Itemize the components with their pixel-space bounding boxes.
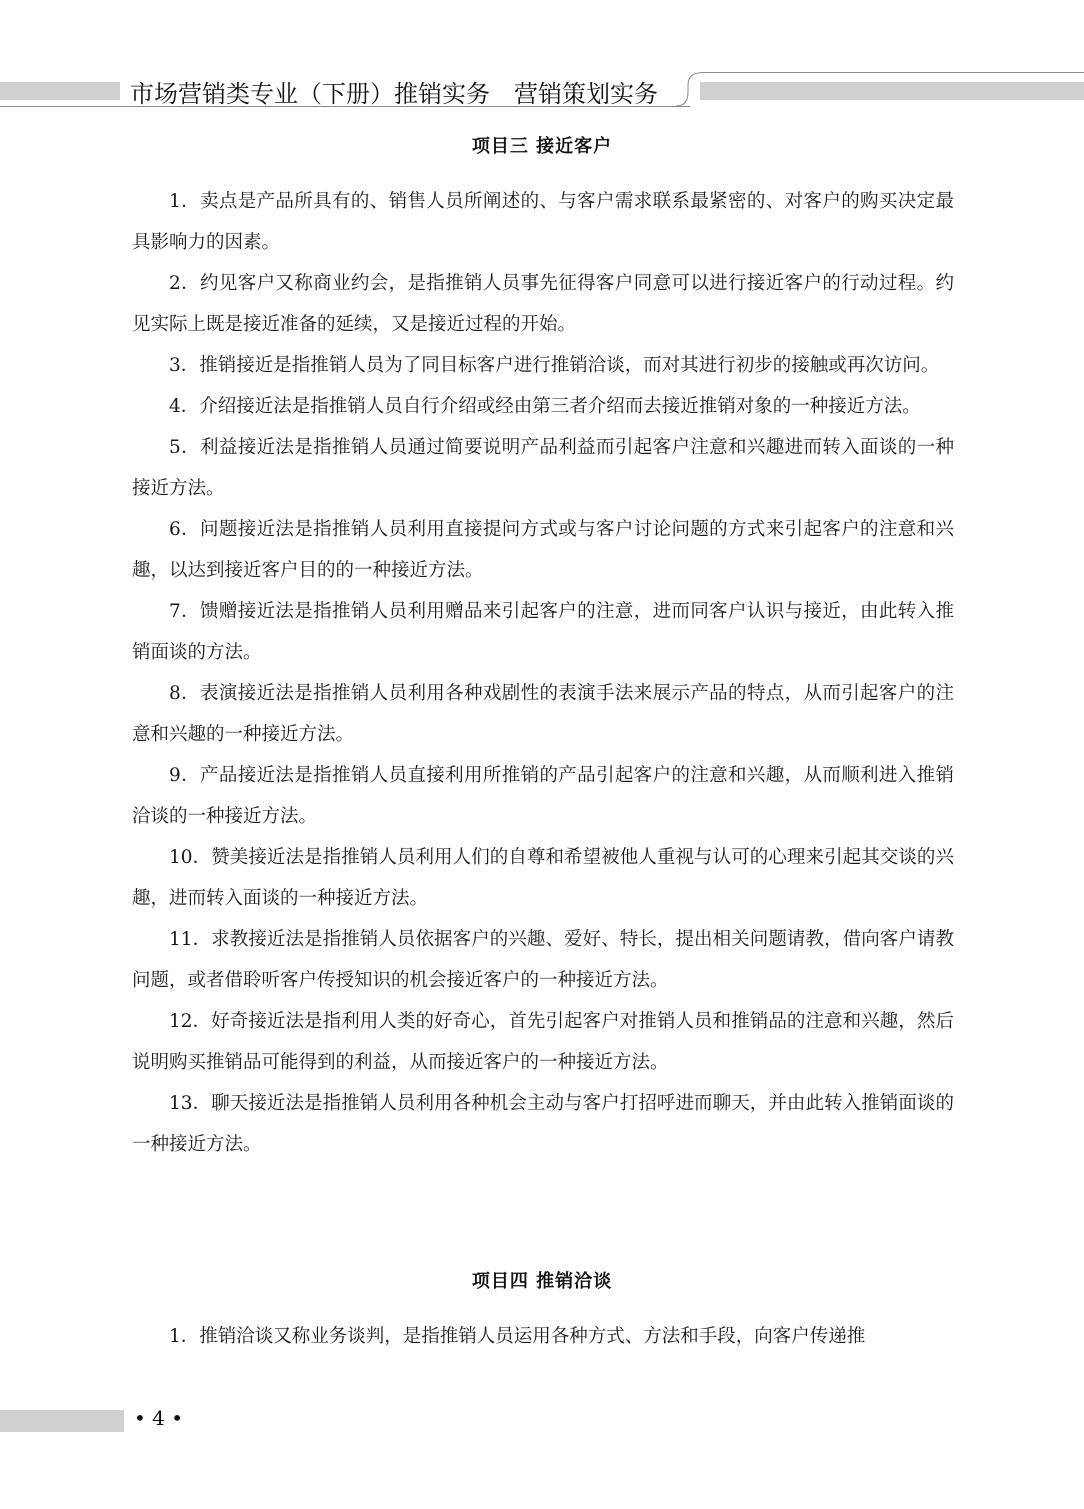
section-body [132,1316,954,1357]
paragraph: 12．好奇接近法是指利用人类的好奇心，首先引起客户对推销人员和推销品的注意和兴趣，然后说明购买推销品可能得到的利益，从而接近客户的一种接近方法。 [132,1011,954,1073]
paragraph: 9．产品接近法是指推销人员直接利用所推销的产品引起客户的注意和兴趣，从而顺利进入推销洽谈的一种接近方法。 [132,765,954,827]
paragraph: 4．介绍接近法是指推销人员自行介绍或经由第三者介绍而去接近推销对象的一种接近方法。 [169,396,921,417]
paragraph: 10．赞美接近法是指推销人员利用人们的自尊和希望被他人重视与认可的心理来引起其交谈的兴趣，进而转入面谈的一种接近方法。 [132,847,954,909]
paragraph: 8．表演接近法是指推销人员利用各种戏剧性的表演手法来展示产品的特点，从而引起客户的注意和兴趣的一种接近方法。 [132,683,954,745]
section-heading: 项目三 接近客户 [471,136,613,157]
header-decor-bar-right [700,82,1084,100]
paragraph: 6．问题接近法是指推销人员利用直接提问方式或与客户讨论问题的方式来引起客户的注意和兴趣，以达到接近客户目的的一种接近方法。 [132,519,954,581]
paragraph: 2．约见客户又称商业约会，是指推销人员事先征得客户同意可以进行接近客户的行动过程。约见实际上既是接近准备的延续，又是接近过程的开始。 [132,273,954,335]
header-decor-bar-left [0,82,120,100]
paragraph: 5．利益接近法是指推销人员通过简要说明产品利益而引起客户注意和兴趣进而转入面谈的一种接近方法。 [132,437,954,499]
section-body [132,181,954,1165]
paragraph: 1．卖点是产品所具有的、销售人员所阐述的、与客户需求联系最紧密的、对客户的购买决定最具影响力的因素。 [132,191,954,253]
header-curve-ornament [676,72,700,108]
paragraph: 11．求教接近法是指推销人员依据客户的兴趣、爱好、特长，提出相关问题请教，借向客户请教问题，或者借聆听客户传授知识的机会接近客户的一种接近方法。 [132,929,954,991]
paragraph: 1．推销洽谈又称业务谈判，是指推销人员运用各种方式、方法和手段，向客户传递推 [169,1326,866,1347]
running-header-title: 市场营销类专业（下册）推销实务 营销策划实务 [130,80,658,108]
paragraph: 13．聊天接近法是指推销人员利用各种机会主动与客户打招呼进而聊天，并由此转入推销面谈的一种接近方法。 [132,1093,954,1155]
page-number: • 4 • [134,1406,184,1430]
paragraph: 3．推销接近是指推销人员为了同目标客户进行推销洽谈，而对其进行初步的接触或再次访问。 [169,355,940,376]
section-heading: 项目四 推销洽谈 [471,1271,613,1292]
header-rule-top [700,72,1084,73]
footer-decor-bar [0,1410,124,1432]
paragraph: 7．馈赠接近法是指推销人员利用赠品来引起客户的注意，进而同客户认识与接近，由此转入推销面谈的方法。 [132,601,954,663]
